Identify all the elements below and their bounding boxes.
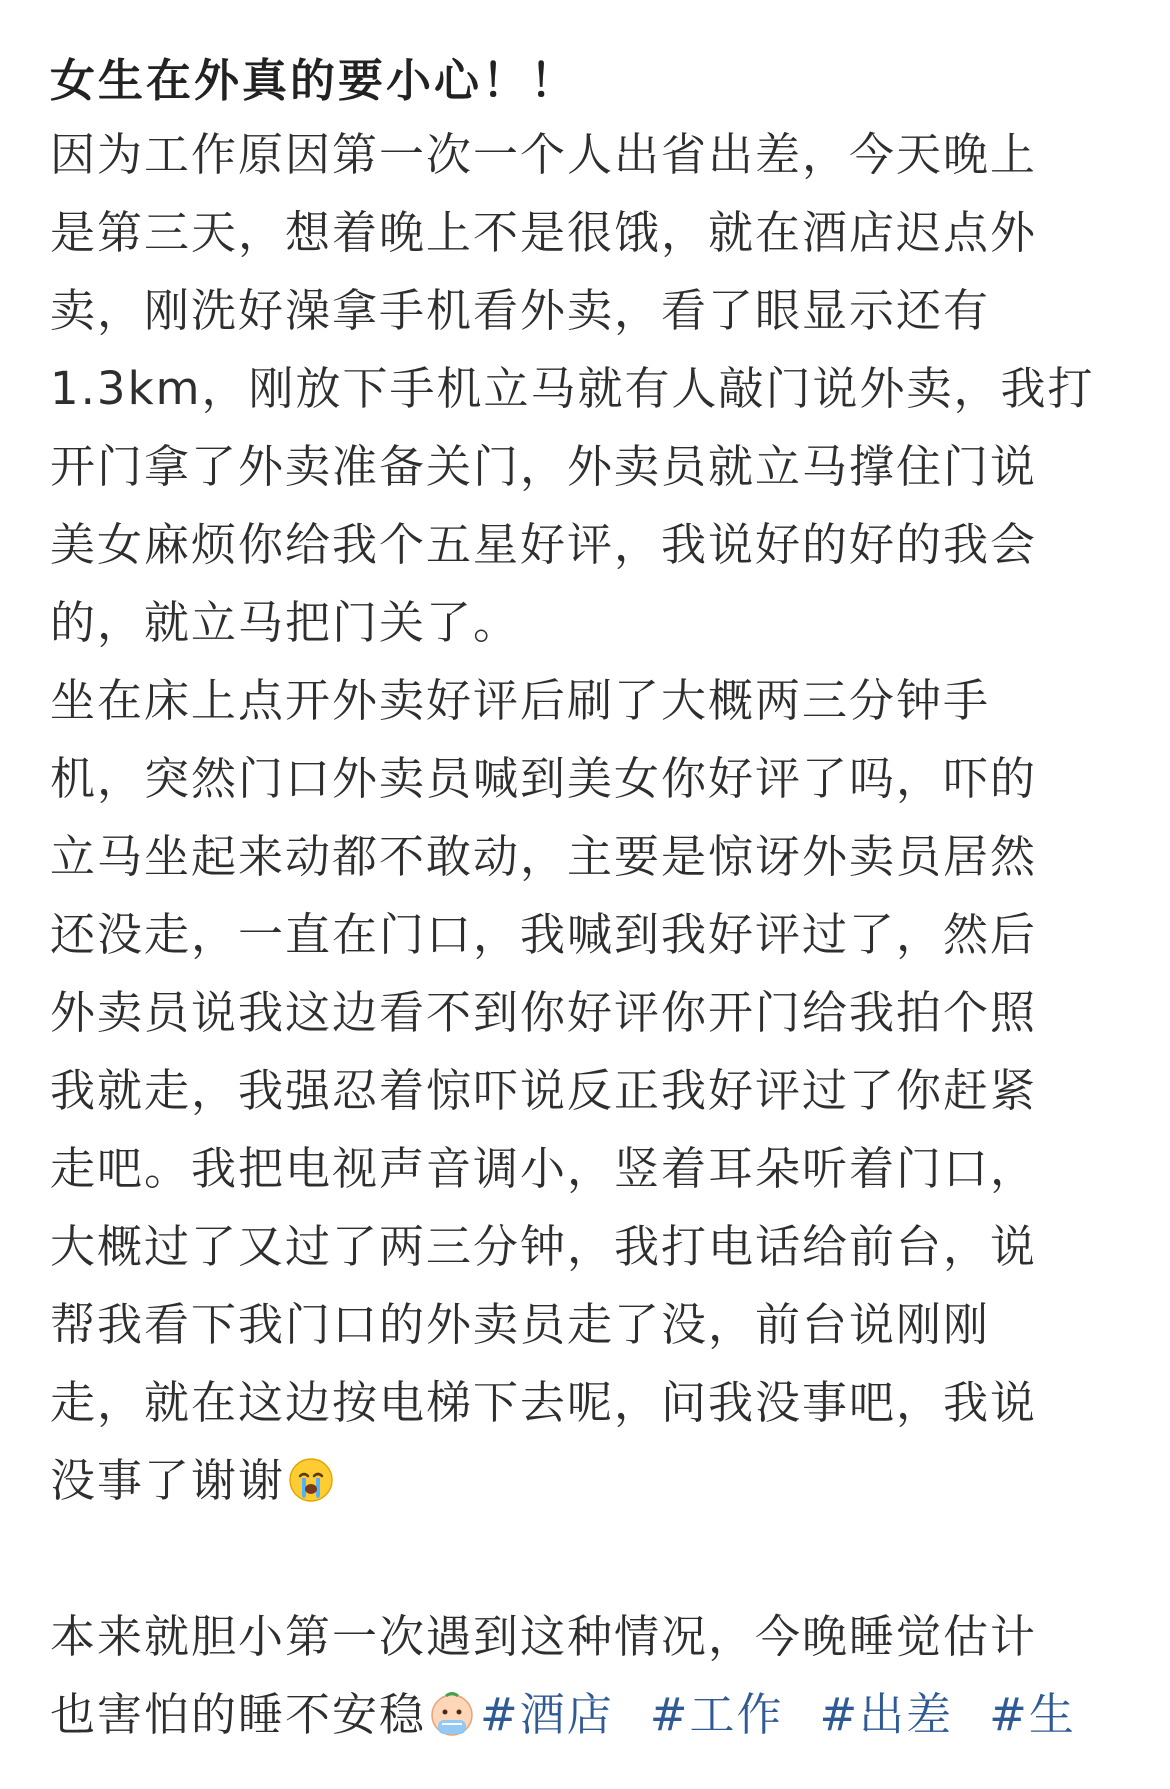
post-title: 女生在外真的要小心！！ (50, 54, 579, 107)
body-line: 美女麻烦你给我个五星好评，我说好的好的我会 (50, 518, 1038, 571)
body-line: 的，就立马把门关了。 (50, 596, 521, 649)
body-line: 是第三天，想着晚上不是很饿，就在酒店迟点外 (50, 206, 1038, 259)
hashtag-link[interactable]: #出差 (819, 1688, 954, 1741)
body-line: 立马坐起来动都不敢动，主要是惊讶外卖员居然 (50, 830, 1038, 883)
body-line: 走，就在这边按电梯下去呢，问我没事吧，我说 (50, 1376, 1038, 1429)
body-line: 帮我看下我门口的外卖员走了没，前台说刚刚 (50, 1298, 991, 1351)
post-body (50, 116, 1120, 1754)
body-line: 我就走，我强忍着惊吓说反正我好评过了你赶紧 (50, 1064, 1038, 1117)
hashtag-link[interactable]: #工作 (649, 1688, 784, 1741)
body-line: 还没走，一直在门口，我喊到我好评过了，然后 (50, 908, 1038, 961)
crying-face-icon (287, 1456, 335, 1504)
body-line: 大概过了又过了两三分钟，我打电话给前台，说 (50, 1220, 1038, 1273)
body-line: 外卖员说我这边看不到你好评你开门给我拍个照 (50, 986, 1038, 1039)
body-line-with-hashtags (50, 1676, 1120, 1754)
hashtag-link[interactable]: #酒店 (480, 1688, 614, 1741)
body-line-text: 没事了谢谢 (50, 1454, 286, 1507)
hashtag-link[interactable]: #生 (989, 1688, 1076, 1741)
body-line: 1.3km，刚放下手机立马就有人敲门说外卖，我打 (50, 362, 1095, 415)
post-content (50, 46, 1120, 1754)
body-line: 因为工作原因第一次一个人出省出差，今天晚上 (50, 128, 1038, 181)
body-line: 卖，刚洗好澡拿手机看外卖，看了眼显示还有 (50, 284, 991, 337)
body-line: 走吧。我把电视声音调小，竖着耳朵听着门口， (50, 1142, 1038, 1195)
body-line-text: 也害怕的睡不安稳 (50, 1688, 427, 1741)
body-line-with-emoji (50, 1442, 1120, 1520)
body-line: 开门拿了外卖准备关门，外卖员就立马撑住门说 (50, 440, 1038, 493)
body-line: 机，突然门口外卖员喊到美女你好评了吗，吓的 (50, 752, 1038, 805)
paragraph-gap (50, 1520, 1120, 1598)
body-line: 本来就胆小第一次遇到这种情况，今晚睡觉估计 (50, 1610, 1038, 1663)
scared-crying-face-icon (428, 1690, 476, 1738)
body-line: 坐在床上点开外卖好评后刷了大概两三分钟手 (50, 674, 991, 727)
